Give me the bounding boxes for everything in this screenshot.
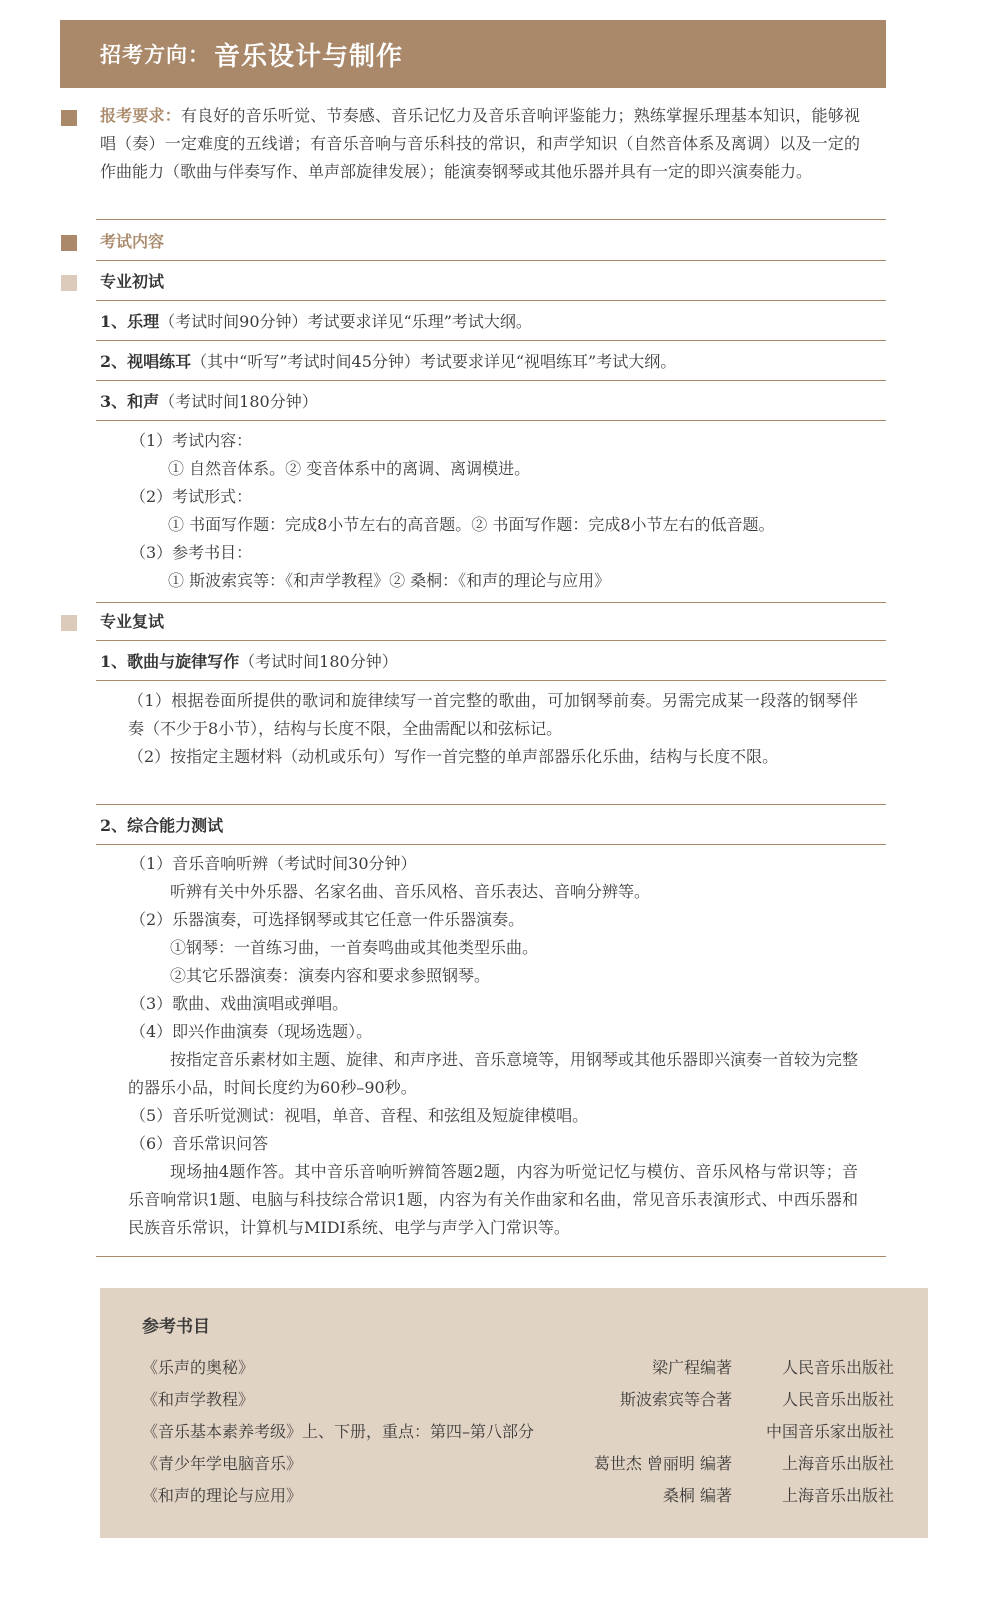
harmony-line: ① 书面写作题：完成8小节左右的高音题。② 书面写作题：完成8小节左右的低音题。 bbox=[168, 515, 775, 534]
book-title: 《和声学教程》 bbox=[142, 1390, 255, 1409]
bullet-square bbox=[61, 110, 77, 126]
divider bbox=[96, 804, 886, 805]
divider bbox=[96, 380, 886, 381]
bullet-square bbox=[61, 275, 77, 291]
item-name: 视唱练耳 bbox=[127, 352, 192, 371]
item-name: 综合能力测试 bbox=[127, 816, 224, 835]
book-publisher: 中国音乐家出版社 bbox=[765, 1422, 894, 1441]
requirement-label: 报考要求： bbox=[100, 106, 181, 125]
prelim-item-solfege bbox=[100, 348, 676, 376]
item-detail: （考试时间90分钟）考试要求详见“乐理”考试大纲。 bbox=[159, 312, 532, 331]
item-number: 1、 bbox=[100, 312, 128, 331]
book-author: 梁广程编著 bbox=[651, 1358, 732, 1377]
reference-row bbox=[142, 1480, 894, 1512]
divider bbox=[96, 340, 886, 341]
reference-row bbox=[142, 1352, 894, 1384]
item-name: 歌曲与旋律写作 bbox=[127, 652, 240, 671]
harmony-line: （3）参考书目： bbox=[130, 543, 253, 562]
book-title: 《乐声的奥秘》 bbox=[142, 1358, 255, 1377]
book-title: 《音乐基本素养考级》上、下册，重点：第四–第八部分 bbox=[142, 1422, 535, 1441]
divider bbox=[96, 420, 886, 421]
comprehensive-line: （1）音乐音响听辨（考试时间30分钟） bbox=[130, 854, 417, 873]
comprehensive-line: 听辨有关中外乐器、名家名曲、音乐风格、音乐表达、音响分辨等。 bbox=[170, 882, 651, 901]
comprehensive-line: ②其它乐器演奏：演奏内容和要求参照钢琴。 bbox=[170, 966, 491, 985]
book-publisher: 人民音乐出版社 bbox=[781, 1358, 894, 1377]
book-publisher: 上海音乐出版社 bbox=[781, 1454, 894, 1473]
divider bbox=[96, 640, 886, 641]
comprehensive-line: （6）音乐常识问答 bbox=[130, 1134, 269, 1153]
item-name: 和声 bbox=[127, 392, 160, 411]
prelim-item-harmony bbox=[100, 388, 318, 416]
prelim-item-theory bbox=[100, 308, 532, 336]
retest-item-comprehensive bbox=[100, 812, 223, 840]
harmony-line: ① 斯波索宾等：《和声学教程》② 桑桐：《和声的理论与应用》 bbox=[168, 571, 611, 590]
comprehensive-line: （2）乐器演奏，可选择钢琴或其它任意一件乐器演奏。 bbox=[130, 910, 525, 929]
section-header bbox=[60, 20, 886, 88]
item-number: 1、 bbox=[100, 652, 128, 671]
bullet-square bbox=[61, 615, 77, 631]
reference-row bbox=[142, 1384, 894, 1416]
item-number: 2、 bbox=[100, 352, 128, 371]
quiz-paragraph: 现场抽4题作答。其中音乐音响听辨简答题2题，内容为听觉记忆与模仿、音乐风格与常识等；音乐音响常识1题、电脑与科技综合常识1题，内容为有关作曲家和名曲，常见音乐表演形式、中西乐器和民族音乐常识，计算机与MIDI系统、电学与声学入门常识等。 bbox=[128, 1162, 858, 1237]
divider bbox=[96, 680, 886, 681]
book-author: 葛世杰 曾丽明 编著 bbox=[593, 1454, 732, 1473]
book-publisher: 人民音乐出版社 bbox=[781, 1390, 894, 1409]
improv-paragraph: 按指定音乐素材如主题、旋律、和声序进、音乐意境等，用钢琴或其他乐器即兴演奏一首较为完整的器乐小品，时间长度约为60秒–90秒。 bbox=[128, 1050, 859, 1097]
reference-row bbox=[142, 1448, 894, 1480]
item-detail: （考试时间180分钟） bbox=[159, 392, 318, 411]
reference-row bbox=[142, 1416, 894, 1448]
book-title: 《和声的理论与应用》 bbox=[142, 1486, 303, 1505]
references-box bbox=[100, 1288, 928, 1538]
item-number: 2、 bbox=[100, 816, 128, 835]
bullet-square bbox=[61, 235, 77, 251]
item-name: 乐理 bbox=[127, 312, 160, 331]
retest-item-song bbox=[100, 648, 398, 676]
song-paragraph-1: （1）根据卷面所提供的歌词和旋律续写一首完整的歌曲，可加钢琴前奏。另需完成某一段落的钢琴伴奏（不少于8小节），结构与长度不限，全曲需配以和弦标记。 bbox=[128, 691, 858, 738]
header-title: 音乐设计与制作 bbox=[214, 41, 404, 72]
divider bbox=[96, 219, 886, 220]
requirement-text: 有良好的音乐听觉、节奏感、音乐记忆力及音乐音响评鉴能力；熟练掌握乐理基本知识，能够视唱（奏）一定难度的五线谱；有音乐音响与音乐科技的常识，和声学知识（自然音体系及离调）以及一定的作曲能力（歌曲与伴奏写作、单声部旋律发展）；能演奏钢琴或其他乐器并具有一定的即兴演奏能力。 bbox=[100, 106, 860, 181]
book-author: 斯波索宾等合著 bbox=[619, 1390, 732, 1409]
harmony-line: （1）考试内容： bbox=[130, 431, 253, 450]
divider bbox=[96, 602, 886, 603]
requirement-paragraph bbox=[100, 102, 860, 186]
book-title: 《青少年学电脑音乐》 bbox=[142, 1454, 303, 1473]
header-label: 招考方向： bbox=[100, 42, 210, 67]
divider bbox=[96, 844, 886, 845]
comprehensive-line: （3）歌曲、戏曲演唱或弹唱。 bbox=[130, 994, 349, 1013]
item-detail: （其中“听写”考试时间45分钟）考试要求详见“视唱练耳”考试大纲。 bbox=[191, 352, 677, 371]
item-detail: （考试时间180分钟） bbox=[239, 652, 398, 671]
references-title: 参考书目 bbox=[142, 1317, 210, 1337]
harmony-line: ① 自然音体系。② 变音体系中的离调、离调模进。 bbox=[168, 459, 531, 478]
divider bbox=[96, 260, 886, 261]
comprehensive-line: ①钢琴：一首练习曲，一首奏鸣曲或其他类型乐曲。 bbox=[170, 938, 539, 957]
divider bbox=[96, 1256, 886, 1257]
comprehensive-line: （4）即兴作曲演奏（现场选题）。 bbox=[130, 1022, 373, 1041]
exam-content-heading: 考试内容 bbox=[100, 232, 165, 251]
song-paragraph-2: （2）按指定主题材料（动机或乐句）写作一首完整的单声部器乐化乐曲，结构与长度不限。 bbox=[128, 747, 779, 766]
item-number: 3、 bbox=[100, 392, 128, 411]
preliminary-heading: 专业初试 bbox=[100, 272, 165, 291]
book-publisher: 上海音乐出版社 bbox=[781, 1486, 894, 1505]
divider bbox=[96, 300, 886, 301]
retest-heading: 专业复试 bbox=[100, 612, 165, 631]
comprehensive-line: （5）音乐听觉测试：视唱，单音、音程、和弦组及短旋律模唱。 bbox=[130, 1106, 589, 1125]
harmony-line: （2）考试形式： bbox=[130, 487, 253, 506]
book-author: 桑桐 编著 bbox=[662, 1486, 732, 1505]
